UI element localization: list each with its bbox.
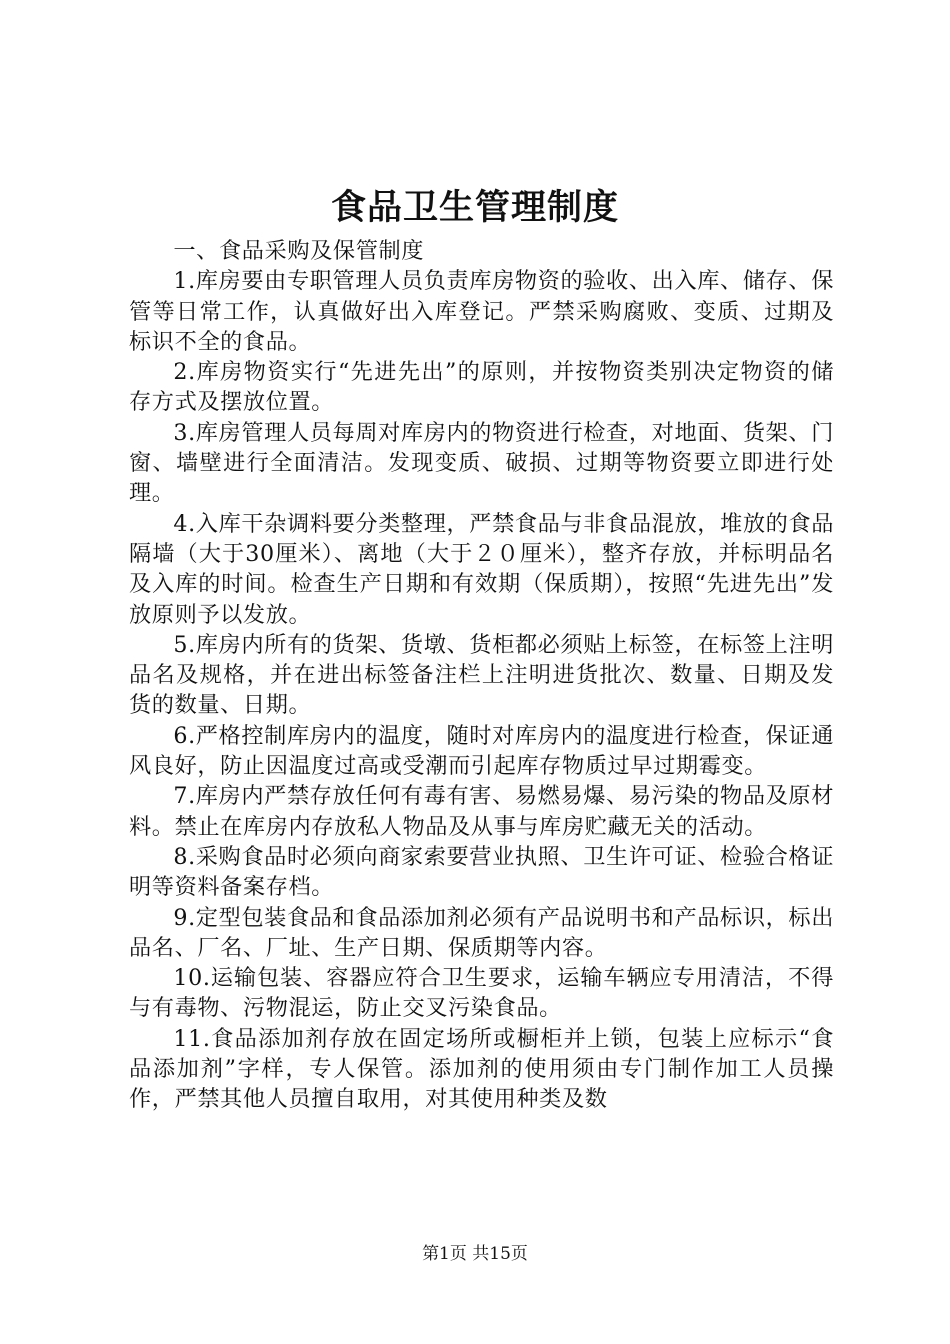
section-heading: 一、食品采购及保管制度	[173, 238, 425, 264]
paragraph-item-9: 9.定型包装食品和食品添加剂必须有产品说明书和产品标识，标出品名、厂名、厂址、生产日期、保质期等内容。	[129, 904, 834, 961]
paragraph-item-3: 3.库房管理人员每周对库房内的物资进行检查，对地面、货架、门窗、墙壁进行全面清洁。发现变质、破损、过期等物资要立即进行处理。	[129, 419, 834, 507]
paragraph-item-11: 11.食品添加剂存放在固定场所或橱柜并上锁，包装上应标示“食品添加剂”字样，专人保管。添加剂的使用须由专门制作加工人员操作，严禁其他人员擅自取用，对其使用种类及数	[129, 1025, 834, 1113]
paragraph-item-10: 10.运输包装、容器应符合卫生要求，运输车辆应专用清洁，不得与有毒物、污物混运，防止交叉污染食品。	[129, 965, 834, 1022]
paragraph-item-6: 6.严格控制库房内的温度，随时对库房内的温度进行检查，保证通风良好，防止因温度过高或受潮而引起库存物质过早过期霉变。	[129, 722, 834, 780]
paragraph-item-8: 8.采购食品时必须向商家索要营业执照、卫生许可证、检验合格证明等资料备案存档。	[129, 843, 834, 901]
paragraph-item-4: 4.入库干杂调料要分类整理，严禁食品与非食品混放，堆放的食品隔墙（大于30厘米）、离地（大于２０厘米），整齐存放，并标明品名及入库的时间。检查生产日期和有效期（保质期），按照“先进先出”发放原则予以发放。	[129, 510, 834, 628]
paragraph-item-7: 7.库房内严禁存放任何有毒有害、易燃易爆、易污染的物品及原材料。禁止在库房内存放私人物品及从事与库房贮藏无关的活动。	[129, 783, 834, 840]
document-body	[129, 236, 834, 1115]
document-title: 食品卫生管理制度	[330, 187, 619, 228]
page-number: 第1页 共15页	[422, 1244, 528, 1264]
paragraph-item-5: 5.库房内所有的货架、货墩、货柜都必须贴上标签，在标签上注明品名及规格，并在进出标签备注栏上注明进货批次、数量、日期及发货的数量、日期。	[129, 631, 834, 719]
paragraph-item-1: 1.库房要由专职管理人员负责库房物资的验收、出入库、储存、保管等日常工作，认真做好出入库登记。严禁采购腐败、变质、过期及标识不全的食品。	[129, 268, 834, 355]
paragraph-item-2: 2.库房物资实行“先进先出”的原则，并按物资类别决定物资的储存方式及摆放位置。	[129, 359, 834, 416]
